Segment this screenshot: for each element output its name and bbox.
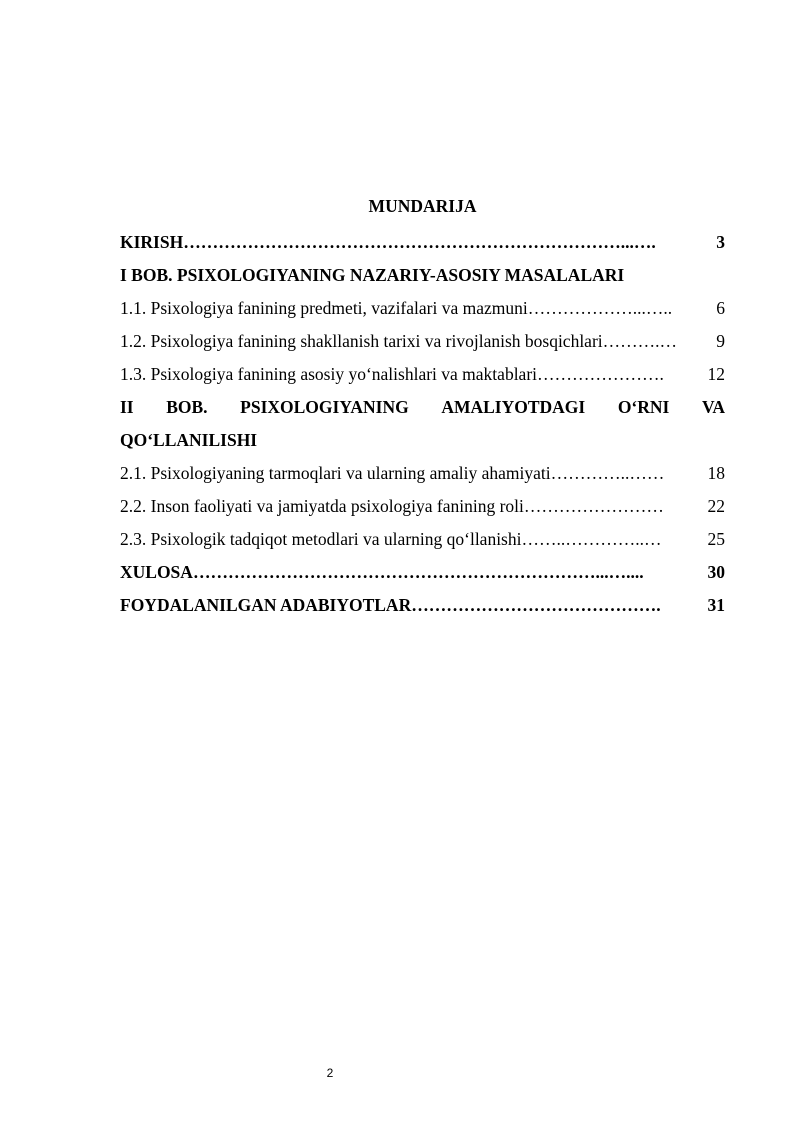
toc-entry-page: 31	[707, 595, 725, 615]
toc-entry-1-2	[120, 325, 725, 358]
toc-entry-text: 1.2. Psixologiya fanining shakllanish tarixi va rivojlanish bosqichlari	[120, 331, 603, 351]
toc-entry-page: 3	[716, 232, 725, 252]
toc-entry-1-1	[120, 292, 725, 325]
toc-entry-leader: ………………….	[537, 364, 664, 384]
heading-word: PSIXOLOGIYANING	[240, 397, 409, 417]
toc-entry-2-1	[120, 457, 725, 490]
toc-entry-page: 22	[707, 496, 725, 516]
heading-word: O‘RNI	[617, 397, 670, 417]
toc-entry-leader: ………………...…..	[527, 298, 673, 318]
toc-entry-2-2	[120, 490, 725, 523]
toc-entry-text: XULOSA	[120, 562, 193, 582]
heading-word: AMALIYOTDAGI	[441, 397, 586, 417]
toc-chapter-2-heading-line-2: QO‘LLANILISHI	[120, 430, 258, 450]
toc-chapter-1-heading: I BOB. PSIXOLOGIYANING NAZARIY-ASOSIY MASALALARI	[120, 265, 625, 285]
toc-entry-kirish	[120, 226, 725, 259]
toc-entry-leader: ……………………………………………………………...…....	[192, 562, 644, 582]
toc-entry-page: 25	[707, 529, 725, 549]
toc-entry-leader: ……..…………..…	[521, 529, 662, 549]
heading-word: II	[120, 397, 134, 417]
toc-entry-text: FOYDALANILGAN ADABIYOTLAR	[120, 595, 412, 615]
toc-title: MUNDARIJA	[368, 196, 477, 216]
toc-entry-leader: …………………………………………………………………...….	[183, 232, 656, 252]
toc-chapter-2-heading	[120, 391, 725, 424]
toc-entry-page: 30	[707, 562, 725, 582]
heading-word: BOB.	[166, 397, 208, 417]
toc-entry-page: 6	[716, 298, 725, 318]
heading-word: VA	[701, 397, 725, 417]
toc-entry-page: 18	[707, 463, 725, 483]
toc-entry-text: 2.3. Psixologik tadqiqot metodlari va ularning qo‘llanishi	[120, 529, 522, 549]
toc-entry-text: KIRISH	[120, 232, 184, 252]
toc-entry-2-3	[120, 523, 725, 556]
toc-entry-text: 2.1. Psixologiyaning tarmoqlari va ularning amaliy ahamiyati	[120, 463, 551, 483]
toc-entry-leader: …………………………………….	[411, 595, 661, 615]
toc-entry-1-3	[120, 358, 725, 391]
toc-entry-text: 2.2. Inson faoliyati va jamiyatda psixologiya fanining roli	[120, 496, 524, 516]
toc-entry-text: 1.1. Psixologiya fanining predmeti, vazifalari va mazmuni	[120, 298, 528, 318]
toc-entry-text: 1.3. Psixologiya fanining asosiy yo‘nalishlari va maktablari	[120, 364, 538, 384]
toc-entry-leader: ……………………	[523, 496, 664, 516]
toc-entry-leader: …………..……	[550, 463, 665, 483]
toc-entry-adabiyotlar	[120, 589, 725, 622]
toc-entry-page: 12	[707, 364, 725, 384]
table-of-contents	[120, 194, 725, 622]
toc-entry-leader: ……….…	[602, 331, 678, 351]
toc-entry-xulosa	[120, 556, 725, 589]
toc-entry-page: 9	[716, 331, 725, 351]
page-number: 2	[326, 1066, 334, 1080]
